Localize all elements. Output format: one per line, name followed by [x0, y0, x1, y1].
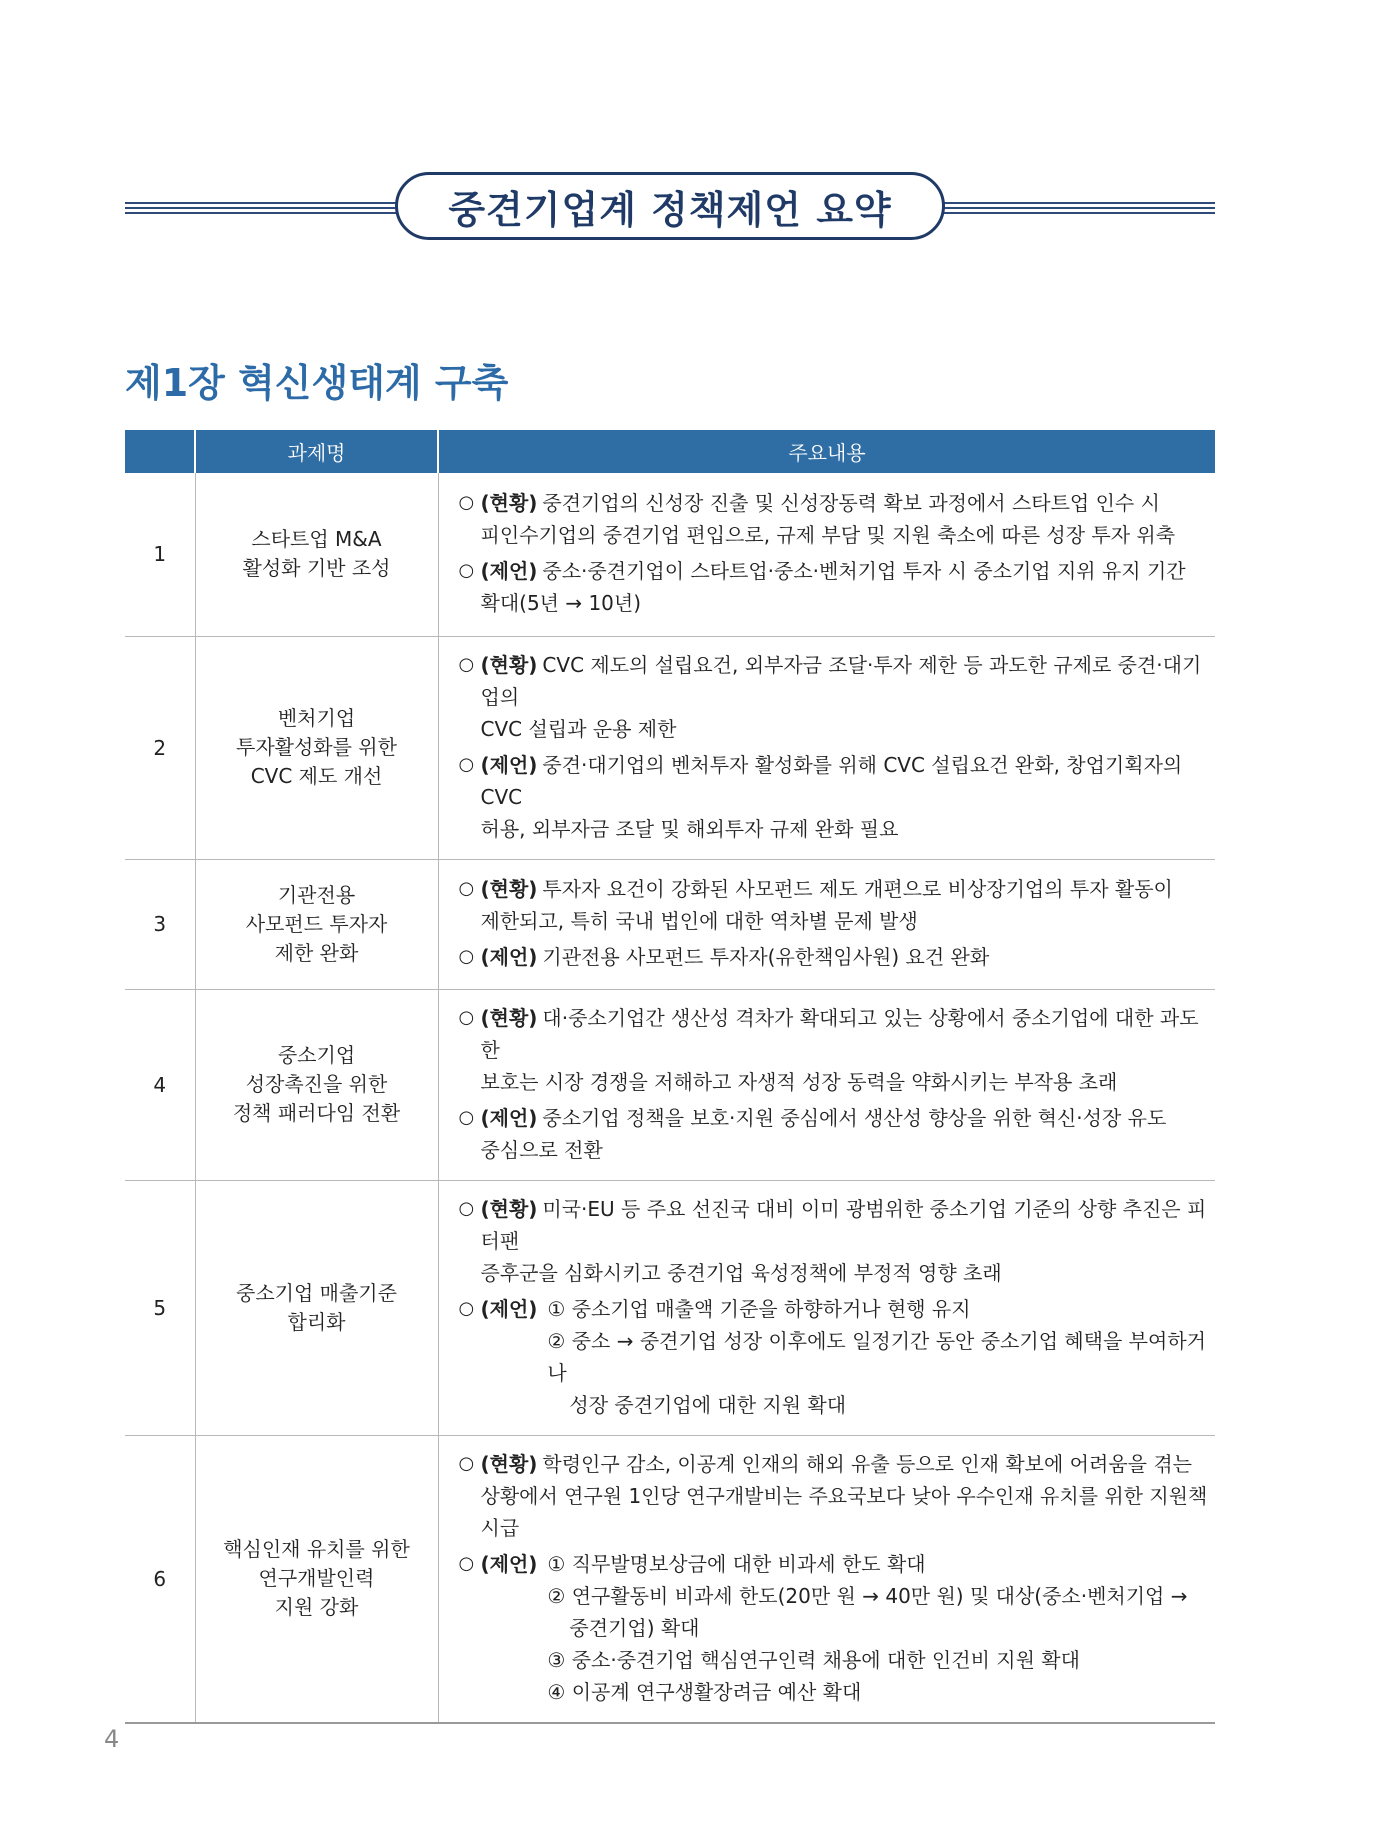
task-name-line: 투자활성화를 위한 — [236, 735, 397, 759]
proposal-line — [481, 749, 1216, 813]
header-number — [125, 430, 195, 473]
proposal-tag: (제언) — [480, 945, 538, 969]
title-banner — [125, 172, 1215, 244]
proposal-text: 확대(5년 → 10년) — [480, 591, 642, 616]
status-text: 보호는 시장 경쟁을 저해하고 자생적 성장 동력을 약화시키는 부작용 초래 — [480, 1069, 1118, 1094]
status-tag: (현황) — [480, 1451, 538, 1476]
status-line — [481, 1480, 1216, 1544]
status-item — [459, 873, 1216, 937]
status-tag: (현황) — [480, 652, 538, 677]
task-name-line: 스타트업 M&A — [251, 527, 382, 552]
bullet-circle-icon: ○ — [458, 753, 475, 775]
task-name-cell — [195, 636, 438, 859]
bullet-circle-icon: ○ — [458, 1197, 475, 1219]
status-line — [481, 1193, 1216, 1257]
status-body — [481, 1193, 1216, 1289]
task-name-line: 중소기업 매출기준 — [236, 1280, 397, 1305]
title-decor-line-right — [940, 202, 1215, 214]
status-line — [481, 1066, 1216, 1098]
status-line — [481, 1257, 1216, 1289]
status-body — [481, 1448, 1216, 1544]
status-tag: (현황) — [480, 877, 538, 901]
proposal-tag: (제언) — [480, 1296, 538, 1321]
proposal-text: 기관전용 사모펀드 투자자(유한책임사원) 요건 완화 — [542, 945, 990, 969]
task-name-cell — [195, 859, 438, 989]
proposal-line — [481, 813, 1216, 845]
task-name-cell — [195, 473, 438, 636]
header-main-content: 주요내용 — [438, 430, 1215, 473]
main-content-cell — [438, 636, 1215, 859]
proposal-sub-line: ③ 중소·중견기업 핵심연구인력 채용에 대한 인건비 지원 확대 — [547, 1647, 1080, 1672]
bullet-circle-icon: ○ — [458, 492, 475, 514]
status-text: 미국·EU 등 주요 선진국 대비 이미 광범위한 중소기업 기준의 상향 추진은 피터팬 — [480, 1196, 1207, 1253]
row-number: 5 — [125, 1180, 195, 1435]
proposal-sub-line: ② 중소 → 중견기업 성장 이후에도 일정기간 동안 중소기업 혜택을 부여하거나 — [547, 1328, 1206, 1385]
proposal-body — [481, 555, 1216, 619]
table-row — [125, 636, 1215, 859]
proposal-sub-line: ④ 이공계 연구생활장려금 예산 확대 — [547, 1679, 862, 1704]
main-content-cell — [438, 859, 1215, 989]
task-name-line: CVC 제도 개선 — [250, 764, 383, 788]
row-number: 3 — [125, 859, 195, 989]
bullet-circle-icon: ○ — [458, 653, 475, 675]
main-content-cell — [438, 473, 1215, 636]
status-line — [481, 487, 1216, 519]
row-number: 2 — [125, 636, 195, 859]
status-item — [459, 649, 1216, 745]
proposal-item — [459, 749, 1216, 845]
main-content-cell — [438, 1180, 1215, 1435]
proposal-sub-line: ① 중소기업 매출액 기준을 하향하거나 현행 유지 — [547, 1296, 971, 1321]
banner-title: 중견기업계 정책제언 요약 — [448, 187, 892, 232]
proposal-sub-line: 중견기업) 확대 — [569, 1615, 700, 1640]
status-text: 중견기업의 신성장 진출 및 신성장동력 확보 과정에서 스타트업 인수 시 — [542, 491, 1160, 516]
header-task-name: 과제명 — [195, 430, 438, 473]
status-item — [459, 1193, 1216, 1289]
task-name-line: 정책 패러다임 전환 — [232, 1101, 401, 1125]
proposal-line — [481, 1134, 1216, 1166]
status-body — [481, 487, 1216, 551]
status-text: CVC 설립과 운용 제한 — [480, 716, 677, 741]
status-item — [459, 1002, 1216, 1098]
main-content-cell — [438, 989, 1215, 1180]
proposal-tag: (제언) — [480, 1551, 538, 1576]
task-name-cell — [195, 1435, 438, 1723]
status-line — [481, 519, 1216, 551]
task-name-line: 벤처기업 — [277, 706, 356, 730]
task-name-line: 성장촉진을 위한 — [245, 1072, 388, 1096]
proposal-item — [459, 555, 1216, 619]
task-name-cell — [195, 989, 438, 1180]
main-content-cell — [438, 1435, 1215, 1723]
row-number: 6 — [125, 1435, 195, 1723]
status-text: CVC 제도의 설립요건, 외부자금 조달·투자 제한 등 과도한 규제로 중견·대기업의 — [480, 652, 1202, 709]
proposal-line — [481, 555, 1216, 587]
status-line — [481, 873, 1216, 905]
bullet-circle-icon: ○ — [458, 1006, 475, 1028]
status-text: 제한되고, 특히 국내 법인에 대한 역차별 문제 발생 — [480, 909, 918, 933]
title-pill — [395, 172, 945, 240]
table-row — [125, 473, 1215, 636]
proposal-line — [481, 587, 1216, 619]
bullet-circle-icon: ○ — [458, 1552, 475, 1574]
policy-table — [125, 430, 1215, 1724]
task-name-line: 합리화 — [287, 1309, 346, 1334]
chapter-title: 제1장 혁신생태계 구축 — [125, 361, 509, 405]
proposal-text: 중심으로 전환 — [480, 1137, 603, 1162]
table-row — [125, 1435, 1215, 1723]
proposal-sub-line: ② 연구활동비 비과세 한도(20만 원 → 40만 원) 및 대상(중소·벤처기업 → — [547, 1583, 1188, 1608]
proposal-body — [481, 1293, 1216, 1421]
status-text: 피인수기업의 중견기업 편입으로, 규제 부담 및 지원 축소에 따른 성장 투자 위축 — [480, 523, 1176, 548]
proposal-line — [481, 941, 1216, 973]
proposal-item — [459, 1293, 1216, 1421]
status-tag: (현황) — [480, 1005, 538, 1030]
task-name-cell — [195, 1180, 438, 1435]
bullet-circle-icon: ○ — [458, 1106, 475, 1128]
bullet-circle-icon: ○ — [458, 946, 475, 967]
proposal-body — [481, 1102, 1216, 1166]
row-number: 1 — [125, 473, 195, 636]
task-name-line: 제한 완화 — [274, 940, 359, 965]
proposal-text: 허용, 외부자금 조달 및 해외투자 규제 완화 필요 — [480, 816, 899, 841]
proposal-line — [481, 1102, 1216, 1134]
status-item — [459, 487, 1216, 551]
status-tag: (현황) — [480, 1196, 538, 1221]
task-name-line: 연구개발인력 — [258, 1566, 375, 1590]
proposal-tag: (제언) — [480, 559, 538, 584]
status-tag: (현황) — [480, 491, 538, 516]
status-item — [459, 1448, 1216, 1544]
bullet-circle-icon: ○ — [458, 878, 475, 899]
status-line — [481, 649, 1216, 713]
title-decor-line-left — [125, 202, 400, 214]
table-row — [125, 859, 1215, 989]
task-name-line: 중소기업 — [277, 1043, 356, 1067]
proposal-item — [459, 941, 1216, 973]
table-row — [125, 1180, 1215, 1435]
proposal-body — [481, 941, 1216, 973]
proposal-sub-list — [547, 1548, 1187, 1708]
status-body — [481, 873, 1216, 937]
status-line — [481, 1448, 1216, 1480]
proposal-item — [459, 1102, 1216, 1166]
proposal-text: 중소·중견기업이 스타트업·중소·벤처기업 투자 시 중소기업 지위 유지 기간 — [542, 559, 1186, 584]
status-body — [481, 649, 1216, 745]
status-line — [481, 713, 1216, 745]
task-name-line: 기관전용 — [277, 882, 356, 907]
proposal-sub-line: 성장 중견기업에 대한 지원 확대 — [569, 1392, 847, 1417]
status-line — [481, 1002, 1216, 1066]
status-text: 상황에서 연구원 1인당 연구개발비는 주요국보다 낮아 우수인재 유치를 위한 지원책 시급 — [480, 1483, 1208, 1540]
proposal-body — [481, 1548, 1216, 1708]
task-name-line: 활성화 기반 조성 — [242, 556, 391, 581]
task-name-line: 사모펀드 투자자 — [245, 911, 388, 936]
page-number: 4 — [104, 1725, 120, 1753]
proposal-item — [459, 1548, 1216, 1708]
status-text: 학령인구 감소, 이공계 인재의 해외 유출 등으로 인재 확보에 어려움을 겪는 — [542, 1451, 1192, 1476]
table-header-row — [125, 430, 1215, 473]
status-text: 증후군을 심화시키고 중견기업 육성정책에 부정적 영향 초래 — [480, 1260, 1002, 1285]
table-row — [125, 989, 1215, 1180]
proposal-text: 중소기업 정책을 보호·지원 중심에서 생산성 향상을 위한 혁신·성장 유도 — [542, 1105, 1167, 1130]
proposal-tag: (제언) — [480, 752, 538, 777]
bullet-circle-icon: ○ — [458, 1452, 475, 1474]
bullet-circle-icon: ○ — [458, 560, 475, 582]
bullet-circle-icon: ○ — [458, 1297, 475, 1319]
proposal-sub-list — [547, 1293, 1215, 1421]
status-text: 투자자 요건이 강화된 사모펀드 제도 개편으로 비상장기업의 투자 활동이 — [542, 877, 1173, 901]
proposal-sub-line: ① 직무발명보상금에 대한 비과세 한도 확대 — [547, 1551, 926, 1576]
row-number: 4 — [125, 989, 195, 1180]
proposal-body — [481, 749, 1216, 845]
status-text: 대·중소기업간 생산성 격차가 확대되고 있는 상황에서 중소기업에 대한 과도한 — [480, 1005, 1199, 1062]
proposal-tag: (제언) — [480, 1105, 538, 1130]
proposal-text: 중견·대기업의 벤처투자 활성화를 위해 CVC 설립요건 완화, 창업기획자의 CVC — [480, 752, 1183, 809]
task-name-line: 지원 강화 — [274, 1595, 359, 1619]
status-body — [481, 1002, 1216, 1098]
task-name-line: 핵심인재 유치를 위한 — [223, 1537, 410, 1561]
status-line — [481, 905, 1216, 937]
